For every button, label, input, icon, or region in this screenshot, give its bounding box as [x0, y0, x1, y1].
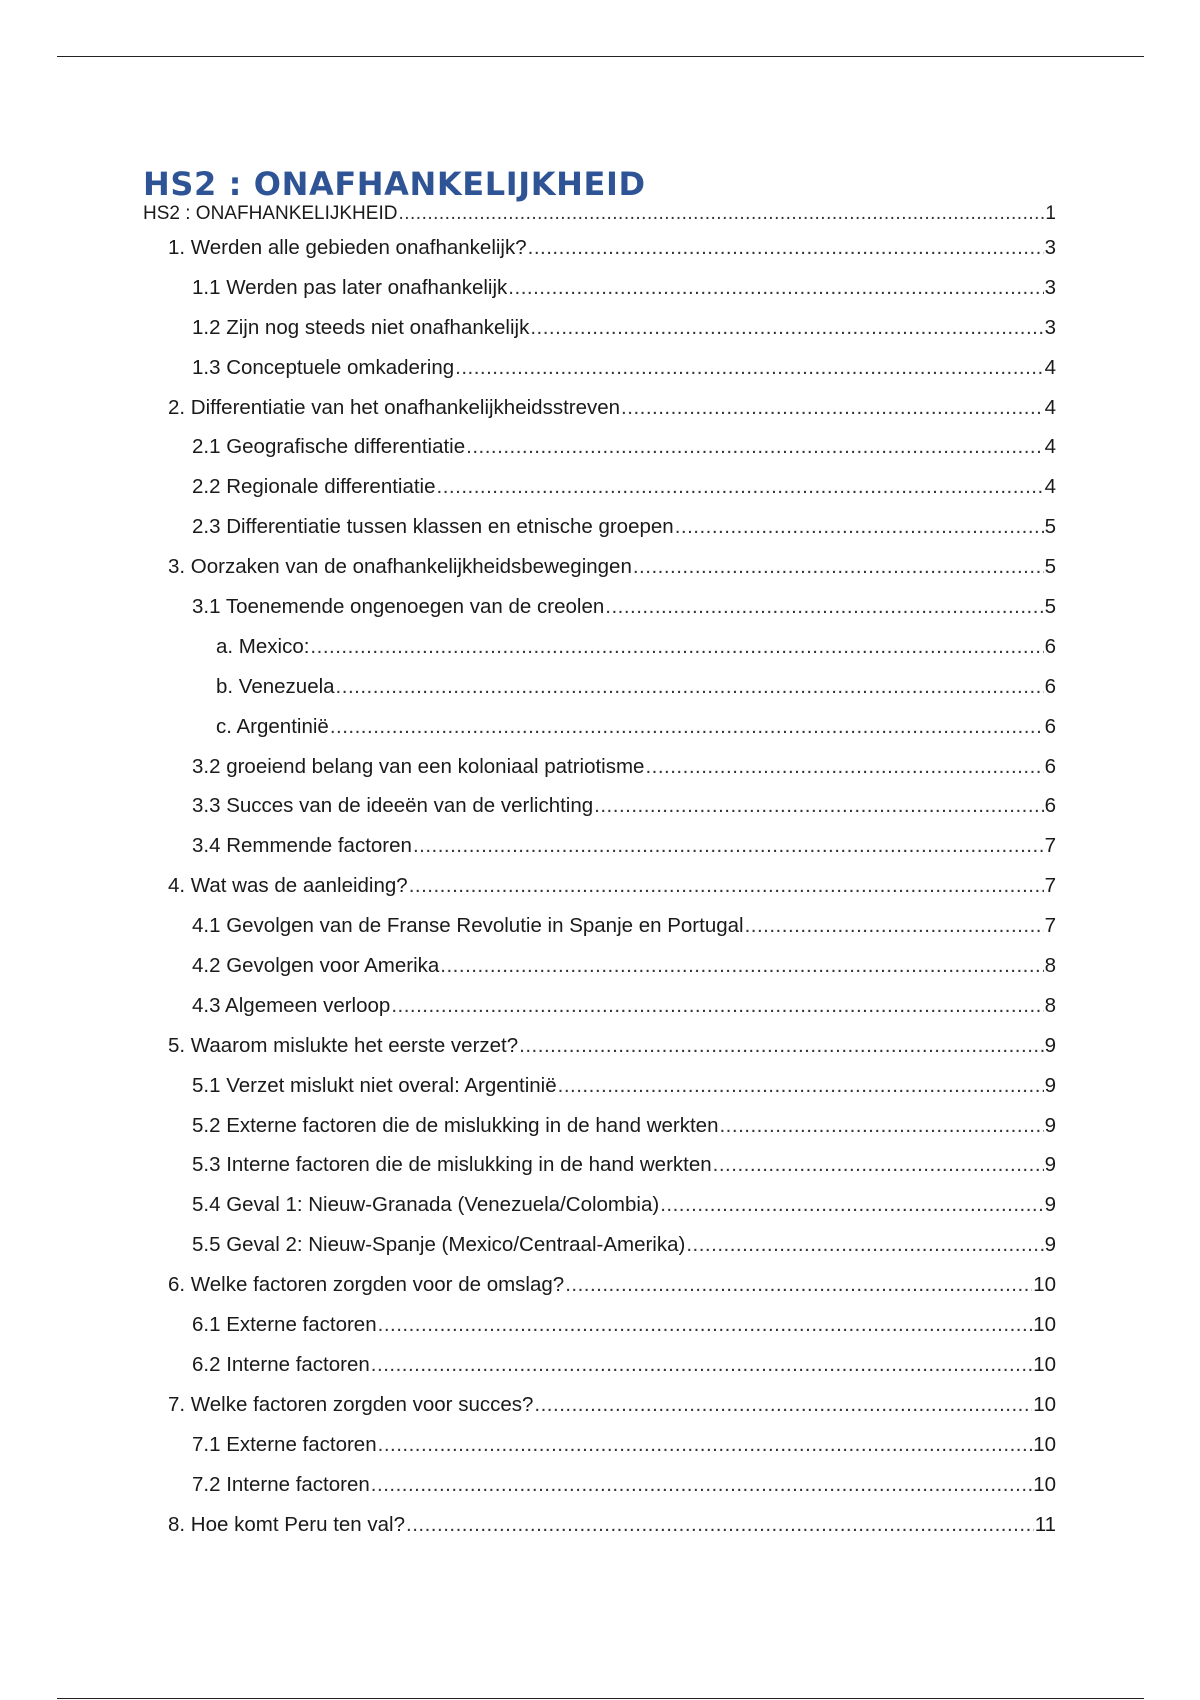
toc-entry[interactable] — [143, 1513, 1056, 1553]
toc-entry-title: 2.2 Regionale differentiatie — [192, 475, 436, 499]
toc-page-number: 5 — [1044, 515, 1056, 539]
toc-entry-title: 4. Wat was de aanleiding? — [168, 874, 408, 898]
toc-entry[interactable] — [143, 1193, 1056, 1233]
toc-page-number: 9 — [1044, 1153, 1056, 1177]
toc-dot-leader — [391, 994, 1043, 1018]
toc-page-number: 11 — [1034, 1512, 1056, 1536]
toc-dot-leader — [440, 954, 1043, 978]
toc-entry[interactable] — [143, 1473, 1056, 1513]
toc-entry-title: 5.1 Verzet mislukt niet overal: Argentinië — [192, 1073, 557, 1097]
toc-entry[interactable] — [143, 236, 1056, 276]
toc-entry[interactable] — [143, 794, 1056, 834]
toc-entry[interactable] — [143, 1353, 1056, 1393]
toc-dot-leader — [621, 396, 1044, 420]
toc-entry-title: 5.2 Externe factoren die de mislukking in de hand werkten — [192, 1113, 719, 1137]
document-body — [143, 165, 1056, 1552]
toc-dot-leader — [378, 1313, 1033, 1337]
toc-dot-leader — [594, 794, 1043, 818]
toc-entry[interactable] — [143, 1233, 1056, 1273]
toc-page-number: 5 — [1044, 555, 1056, 579]
toc-entry[interactable] — [143, 316, 1056, 356]
toc-entry[interactable] — [143, 1313, 1056, 1353]
toc-page-number: 10 — [1033, 1472, 1056, 1496]
toc-dot-leader — [371, 1473, 1032, 1497]
toc-dot-leader — [605, 595, 1043, 619]
toc-entry[interactable] — [143, 1273, 1056, 1313]
toc-entry[interactable] — [143, 435, 1056, 475]
toc-dot-leader — [330, 715, 1044, 739]
toc-entry[interactable] — [143, 635, 1056, 675]
header-rule — [57, 56, 1144, 57]
toc-entry-title: 2.1 Geografische differentiatie — [192, 435, 466, 459]
toc-entry[interactable] — [143, 276, 1056, 316]
toc-entry-title: 6.2 Interne factoren — [192, 1352, 370, 1376]
toc-page-number: 6 — [1044, 674, 1056, 698]
toc-entry-title: 1.2 Zijn nog steeds niet onafhankelijk — [192, 315, 530, 339]
toc-dot-leader — [398, 203, 1044, 225]
footer-rule — [57, 1698, 1144, 1699]
toc-dot-leader — [645, 755, 1043, 779]
toc-entry-title: b. Venezuela — [216, 674, 335, 698]
toc-entry[interactable] — [143, 475, 1056, 515]
toc-entry-title: 5. Waarom mislukte het eerste verzet? — [168, 1033, 519, 1057]
toc-dot-leader — [713, 1153, 1044, 1177]
toc-page-number: 8 — [1044, 954, 1056, 978]
toc-page-number: 10 — [1033, 1352, 1056, 1376]
toc-entry-title: HS2 : ONAFHANKELIJKHEID — [143, 203, 398, 224]
toc-dot-leader — [686, 1233, 1043, 1257]
toc-entry-title: a. Mexico: — [216, 634, 310, 658]
toc-entry[interactable] — [143, 595, 1056, 635]
toc-page-number: 7 — [1044, 874, 1056, 898]
toc-entry[interactable] — [143, 1114, 1056, 1154]
toc-entry[interactable] — [143, 1074, 1056, 1114]
toc-entry[interactable] — [143, 715, 1056, 755]
toc-dot-leader — [528, 236, 1044, 260]
toc-entry-title: 7.2 Interne factoren — [192, 1472, 370, 1496]
toc-dot-leader — [409, 874, 1044, 898]
toc-page-number: 1 — [1045, 203, 1056, 224]
toc-dot-leader — [565, 1273, 1032, 1297]
table-of-contents — [143, 203, 1056, 1552]
toc-entry-title: 3. Oorzaken van de onafhankelijkheidsbewegingen — [168, 555, 632, 579]
toc-dot-leader — [558, 1074, 1044, 1098]
toc-dot-leader — [508, 276, 1043, 300]
toc-dot-leader — [455, 356, 1043, 380]
toc-page-number: 9 — [1044, 1073, 1056, 1097]
toc-entry-title: 1.3 Conceptuele omkadering — [192, 355, 455, 379]
toc-entry[interactable] — [143, 954, 1056, 994]
toc-dot-leader — [660, 1193, 1043, 1217]
toc-page-number: 9 — [1044, 1033, 1056, 1057]
toc-page-number: 4 — [1044, 395, 1056, 419]
toc-page-number: 10 — [1033, 1313, 1056, 1337]
toc-entry-title: 5.5 Geval 2: Nieuw-Spanje (Mexico/Centraal-Amerika) — [192, 1233, 686, 1257]
toc-dot-leader — [530, 316, 1043, 340]
toc-entry[interactable] — [143, 203, 1056, 236]
toc-dot-leader — [745, 914, 1044, 938]
toc-entry-title: 6. Welke factoren zorgden voor de omslag? — [168, 1273, 565, 1297]
toc-entry[interactable] — [143, 874, 1056, 914]
toc-entry-title: 8. Hoe komt Peru ten val? — [168, 1512, 406, 1536]
toc-entry[interactable] — [143, 1034, 1056, 1074]
toc-entry-title: 1.1 Werden pas later onafhankelijk — [192, 275, 508, 299]
toc-dot-leader — [413, 834, 1044, 858]
toc-page-number: 6 — [1044, 794, 1056, 818]
toc-entry-title: 2.3 Differentiatie tussen klassen en etnische groepen — [192, 515, 674, 539]
toc-dot-leader — [519, 1034, 1043, 1058]
toc-page-number: 6 — [1044, 754, 1056, 778]
toc-page-number: 8 — [1044, 993, 1056, 1017]
toc-dot-leader — [406, 1513, 1034, 1537]
toc-entry[interactable] — [143, 834, 1056, 874]
toc-dot-leader — [371, 1353, 1032, 1377]
toc-entry-title: c. Argentinië — [216, 714, 329, 738]
toc-page-number: 3 — [1044, 236, 1056, 259]
toc-entry[interactable] — [143, 675, 1056, 715]
toc-page-number: 5 — [1044, 595, 1056, 619]
toc-entry[interactable] — [143, 396, 1056, 436]
toc-dot-leader — [633, 555, 1044, 579]
toc-entry[interactable] — [143, 1433, 1056, 1473]
toc-page-number: 9 — [1044, 1113, 1056, 1137]
toc-page-number: 3 — [1044, 315, 1056, 339]
toc-entry-title: 7. Welke factoren zorgden voor succes? — [168, 1392, 534, 1416]
toc-entry-title: 3.4 Remmende factoren — [192, 834, 412, 858]
toc-entry[interactable] — [143, 914, 1056, 954]
toc-entry-title: 4.1 Gevolgen van de Franse Revolutie in Spanje en Portugal — [192, 914, 744, 938]
toc-entry[interactable] — [143, 1393, 1056, 1433]
toc-dot-leader — [437, 475, 1044, 499]
toc-page-number: 10 — [1033, 1392, 1056, 1416]
toc-entry[interactable] — [143, 1153, 1056, 1193]
document-heading: HS2 : ONAFHANKELIJKHEID — [143, 165, 646, 203]
toc-entry[interactable] — [143, 755, 1056, 795]
toc-page-number: 9 — [1044, 1233, 1056, 1257]
toc-page-number: 9 — [1044, 1193, 1056, 1217]
toc-entry-title: 2. Differentiatie van het onafhankelijkheidsstreven — [168, 395, 621, 419]
toc-entry[interactable] — [143, 356, 1056, 396]
toc-entry-title: 3.1 Toenemende ongenoegen van de creolen — [192, 595, 605, 619]
toc-page-number: 7 — [1044, 914, 1056, 938]
toc-entry-title: 4.2 Gevolgen voor Amerika — [192, 954, 440, 978]
toc-page-number: 3 — [1044, 275, 1056, 299]
toc-entry-title: 1. Werden alle gebieden onafhankelijk? — [168, 236, 527, 259]
toc-dot-leader — [310, 635, 1043, 659]
toc-entry-title: 4.3 Algemeen verloop — [192, 993, 391, 1017]
toc-entry-title: 6.1 Externe factoren — [192, 1313, 377, 1337]
toc-dot-leader — [719, 1114, 1043, 1138]
toc-page-number: 4 — [1044, 475, 1056, 499]
toc-page-number: 6 — [1044, 634, 1056, 658]
toc-entry[interactable] — [143, 994, 1056, 1034]
toc-entry-title: 5.3 Interne factoren die de mislukking in de hand werkten — [192, 1153, 712, 1177]
toc-entry-title: 3.2 groeiend belang van een koloniaal patriotisme — [192, 754, 645, 778]
toc-page-number: 4 — [1044, 355, 1056, 379]
toc-page-number: 6 — [1044, 714, 1056, 738]
toc-page-number: 7 — [1044, 834, 1056, 858]
toc-page-number: 10 — [1033, 1273, 1056, 1297]
toc-entry[interactable] — [143, 555, 1056, 595]
toc-entry-title: 7.1 Externe factoren — [192, 1432, 377, 1456]
toc-entry-title: 5.4 Geval 1: Nieuw-Granada (Venezuela/Colombia) — [192, 1193, 660, 1217]
toc-page-number: 4 — [1044, 435, 1056, 459]
toc-entry[interactable] — [143, 515, 1056, 555]
toc-entry-title: 3.3 Succes van de ideeën van de verlichting — [192, 794, 594, 818]
toc-dot-leader — [466, 435, 1043, 459]
toc-dot-leader — [336, 675, 1044, 699]
toc-dot-leader — [675, 515, 1044, 539]
toc-dot-leader — [378, 1433, 1033, 1457]
toc-dot-leader — [534, 1393, 1032, 1417]
toc-page-number: 10 — [1033, 1432, 1056, 1456]
